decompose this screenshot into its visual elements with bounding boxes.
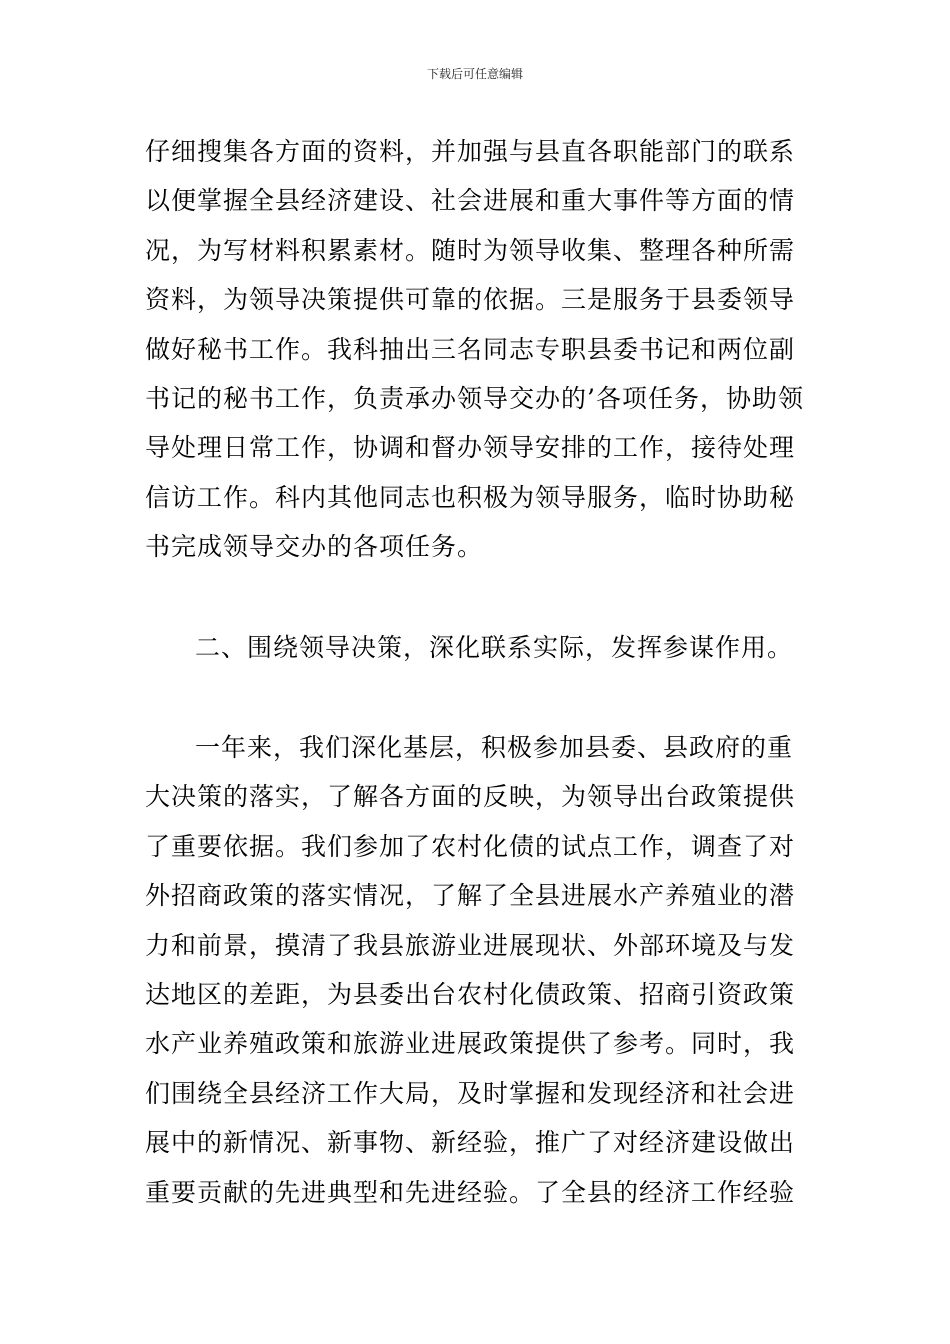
paragraph-block-2 xyxy=(145,723,810,1217)
paragraph-block-1 xyxy=(145,127,810,572)
page-header: 下载后可任意编辑 xyxy=(426,67,523,81)
section-heading-2: 二、围绕领导决策，深化联系实际，发挥参谋作用。 xyxy=(195,633,794,662)
paragraph-1: 仔细搜集各方面的资料，并加强与县直各职能部门的联系以便掌握全县经济建设、社会进展和重大事件等方面的情况，为写材料积累素材。随时为领导收集、整理各种所需资料，为领导决策提供可靠的依据。三是服务于县委领导做好秘书工作。我科抽出三名同志专职县委书记和两位副书记的秘书工作，负责承办领导交办的’各项任务，协助领导处理日常工作，协调和督办领导安排的工作，接待处理信访工作。科内其他同志也积极为领导服务，临时协助秘书完成领导交办的各项任务。 xyxy=(145,137,804,562)
paragraph-2: 一年来，我们深化基层，积极参加县委、县政府的重大决策的落实，了解各方面的反映，为领导出台政策提供了重要依据。我们参加了农村化债的试点工作，调查了对外招商政策的落实情况，了解了全县进展水产养殖业的潜力和前景，摸清了我县旅游业进展现状、外部环境及与发达地区的差距，为县委出台农村化债政策、招商引资政策水产业养殖政策和旅游业进展政策提供了参考。同时，我们围绕全县经济工作大局，及时掌握和发现经济和社会进展中的新情况、新事物、新经验，推广了对经济建设做出重要贡献的先进典型和先进经验。了全县的经济工作经验 xyxy=(145,733,796,1207)
